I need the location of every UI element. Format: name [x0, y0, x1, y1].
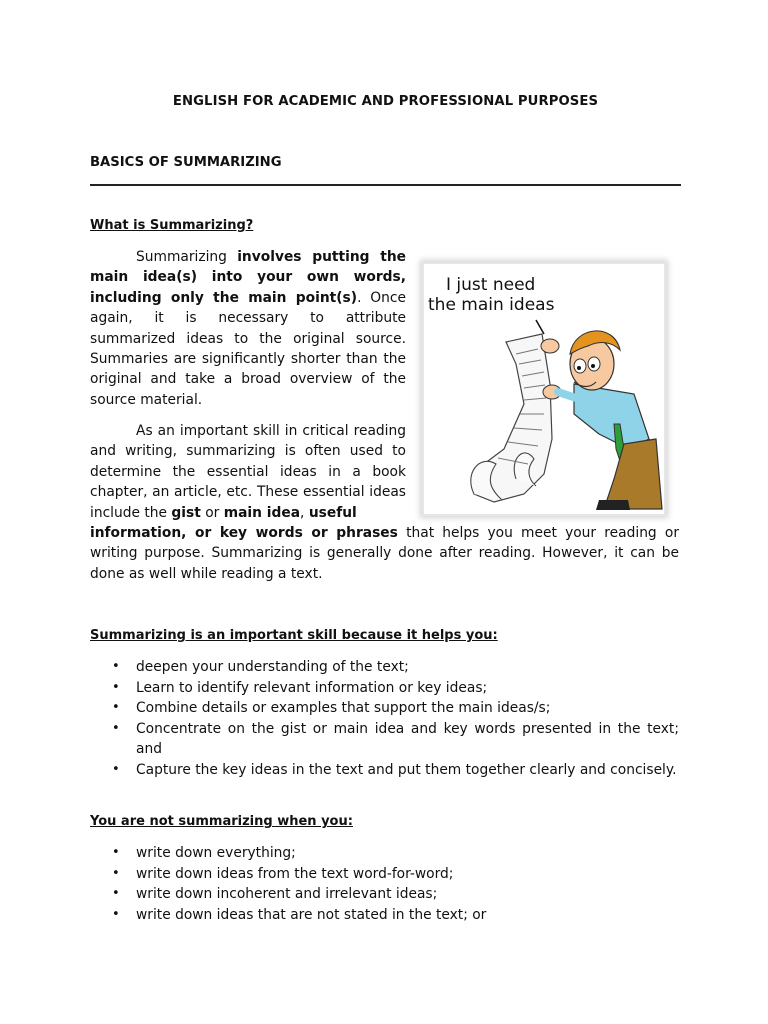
bold-run: gist	[171, 504, 201, 521]
list-item: • Learn to identify relevant information or key ideas;	[90, 678, 679, 699]
list-item: • Combine details or examples that support the main ideas/s;	[90, 698, 679, 719]
hand	[541, 339, 559, 353]
not-summarizing-list	[90, 843, 679, 925]
list-item: • write down ideas that are not stated in the text; or	[90, 905, 679, 926]
document-page	[90, 0, 681, 1024]
speech-pointer	[536, 320, 544, 334]
cartoon-illustration	[424, 264, 664, 514]
bold-run: main idea	[223, 504, 301, 521]
text-run: . Once again, it is necessary to attribute summarized ideas to the original source. Summaries are significantly shorter than the original and take a broad overview of the source material.	[90, 289, 406, 408]
text-run: Summarizing	[136, 249, 238, 265]
bold-run: useful	[308, 504, 357, 521]
shirt	[574, 384, 649, 449]
bold-run: involves putting the main idea(s) into your own words, including only the main point(s)	[90, 249, 406, 306]
text-run: ,	[300, 504, 309, 521]
pupil	[577, 366, 581, 370]
speech-line-1: I just need	[446, 275, 536, 295]
eye	[574, 359, 586, 373]
why-important-list	[90, 657, 679, 781]
pupil	[591, 364, 595, 368]
list-item: • Concentrate on the gist or main idea and key words presented in the text; and	[90, 719, 679, 760]
shoe	[596, 500, 630, 510]
list-item: • Capture the key ideas in the text and put them together clearly and concisely.	[90, 760, 679, 781]
section-divider	[90, 184, 681, 186]
text-run: that helps you meet your reading or writing purpose. Summarizing is generally done after reading. However, it can be done as well while reading a text.	[90, 525, 679, 582]
what-is-summarizing-heading: What is Summarizing?	[90, 218, 254, 233]
text-run: or	[200, 504, 224, 521]
section-title: BASICS OF SUMMARIZING	[90, 155, 282, 170]
list-item: • write down everything;	[90, 843, 679, 864]
list-item: • deepen your understanding of the text;	[90, 657, 679, 678]
why-important-heading: Summarizing is an important skill because it helps you:	[90, 628, 498, 643]
list-item: • write down incoherent and irrelevant ideas;	[90, 884, 679, 905]
list-item: • write down ideas from the text word-for-word;	[90, 864, 679, 885]
bold-run: information, or key words or phrases	[90, 525, 398, 541]
pants	[604, 439, 662, 509]
paragraph-skill	[90, 421, 406, 523]
cartoon-drawing	[424, 264, 664, 514]
document-title: ENGLISH FOR ACADEMIC AND PROFESSIONAL PURPOSES	[172, 94, 599, 109]
eye	[588, 357, 600, 371]
not-summarizing-heading: You are not summarizing when you:	[90, 814, 353, 829]
paragraph-definition	[90, 247, 406, 410]
text-run: As an important skill in critical reading and writing, summarizing is often used to determine the essential ideas in a book chapter, an article, etc. These essential ideas include the	[90, 423, 406, 521]
paragraph-skill-continued	[90, 523, 679, 584]
speech-line-2: the main ideas	[428, 295, 555, 315]
